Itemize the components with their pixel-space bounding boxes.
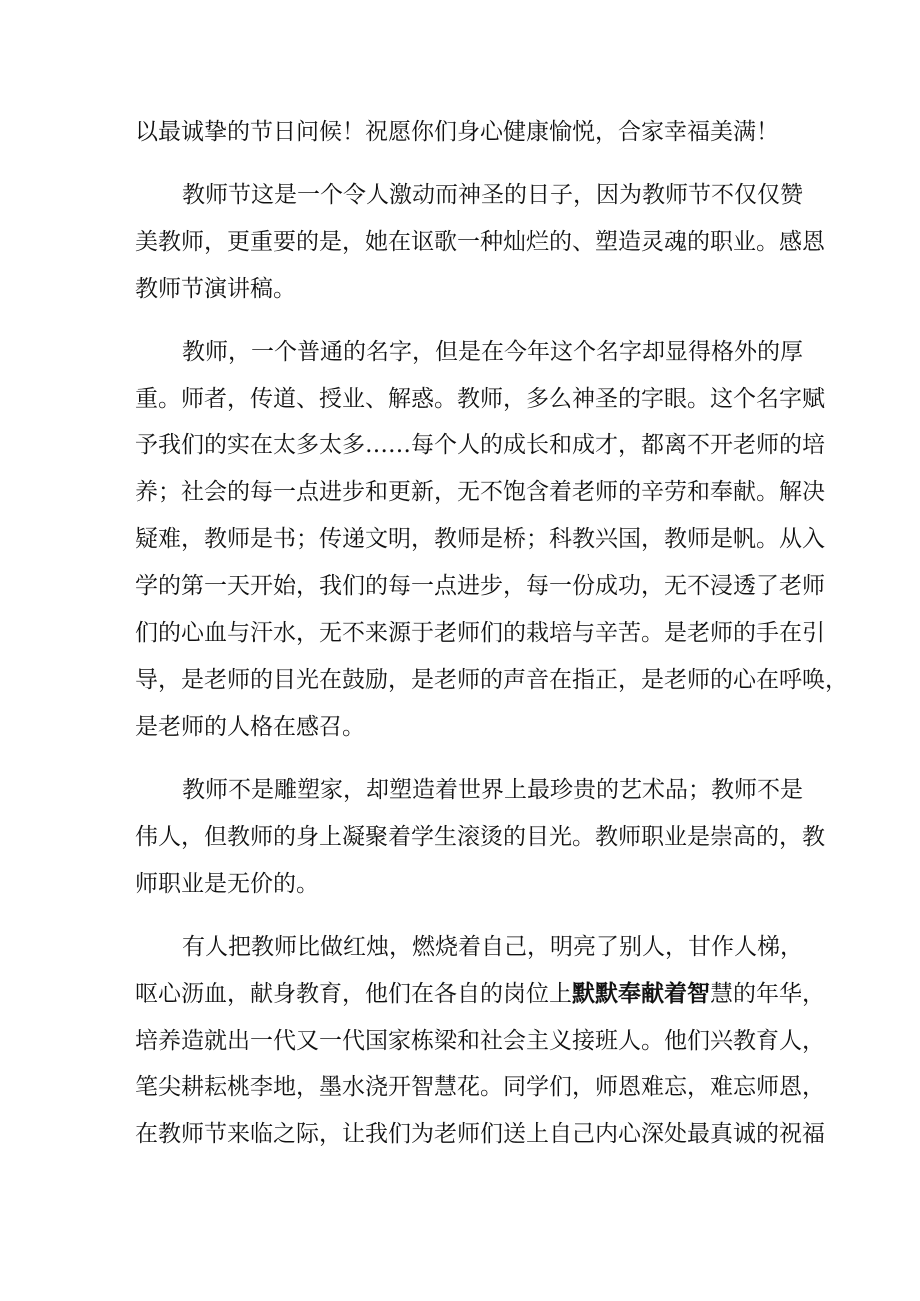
paragraph-5-line-2-after: 慧的年华， [710,981,825,1007]
paragraph-3-line-3: 予我们的实在太多太多……每个人的成长和成才，都离不开老师的培 [135,432,825,458]
paragraph-3-line-9: 是老师的人格在感召。 [135,714,365,740]
paragraph-4-line-3: 师职业是无价的。 [135,871,319,897]
paragraph-5-line-5: 在教师节来临之际，让我们为老师们送上自己内心深处最真诚的祝福 [135,1121,825,1147]
paragraph-3-line-2: 重。师者，传道、授业、解惑。教师，多么神圣的字眼。这个名字赋 [135,386,825,412]
paragraph-2-line-3: 教师节演讲稿。 [135,276,296,302]
paragraph-2-line-2: 美教师，更重要的是，她在讴歌一种灿烂的、塑造灵魂的职业。感恩 [135,229,825,255]
paragraph-4-line-1: 教师不是雕塑家，却塑造着世界上最珍贵的艺术品；教师不是 [182,777,803,803]
paragraph-3-line-1: 教师，一个普通的名字，但是在今年这个名字却显得格外的厚 [182,339,803,365]
paragraph-3-line-8: 导，是老师的目光在鼓励，是老师的声音在指正，是老师的心在呼唤， [135,667,848,693]
paragraph-3-line-7: 们的心血与汗水，无不来源于老师们的栽培与辛苦。是老师的手在引 [135,620,825,646]
paragraph-3-line-5: 疑难，教师是书；传递文明，教师是桥；科教兴国，教师是帆。从入 [135,526,825,552]
paragraph-3-line-6: 学的第一天开始，我们的每一点进步，每一份成功，无不浸透了老师 [135,573,825,599]
paragraph-3-line-4: 养；社会的每一点进步和更新，无不饱含着老师的辛劳和奉献。解决 [135,479,825,505]
paragraph-5-line-4: 笔尖耕耘桃李地，墨水浇开智慧花。同学们，师恩难忘，难忘师恩， [135,1074,825,1100]
paragraph-5-emphasis: 默默奉献着智 [572,980,710,1007]
paragraph-5-line-3: 培养造就出一代又一代国家栋梁和社会主义接班人。他们兴教育人， [135,1028,825,1054]
paragraph-5-line-2-before: 呕心沥血，献身教育，他们在各自的岗位上 [135,981,572,1007]
paragraph-5-line-1: 有人把教师比做红烛，燃烧着自己，明亮了别人，甘作人梯， [182,934,803,960]
paragraph-4-line-2: 伟人，但教师的身上凝聚着学生滚烫的目光。教师职业是崇高的，教 [135,824,825,850]
paragraph-2-line-1: 教师节这是一个令人激动而神圣的日子，因为教师节不仅仅赞 [182,182,803,208]
paragraph-5-line-2 [135,976,825,1012]
paragraph-1-line-1: 以最诚挚的节日问候！祝愿你们身心健康愉悦，合家幸福美满！ [135,119,779,145]
